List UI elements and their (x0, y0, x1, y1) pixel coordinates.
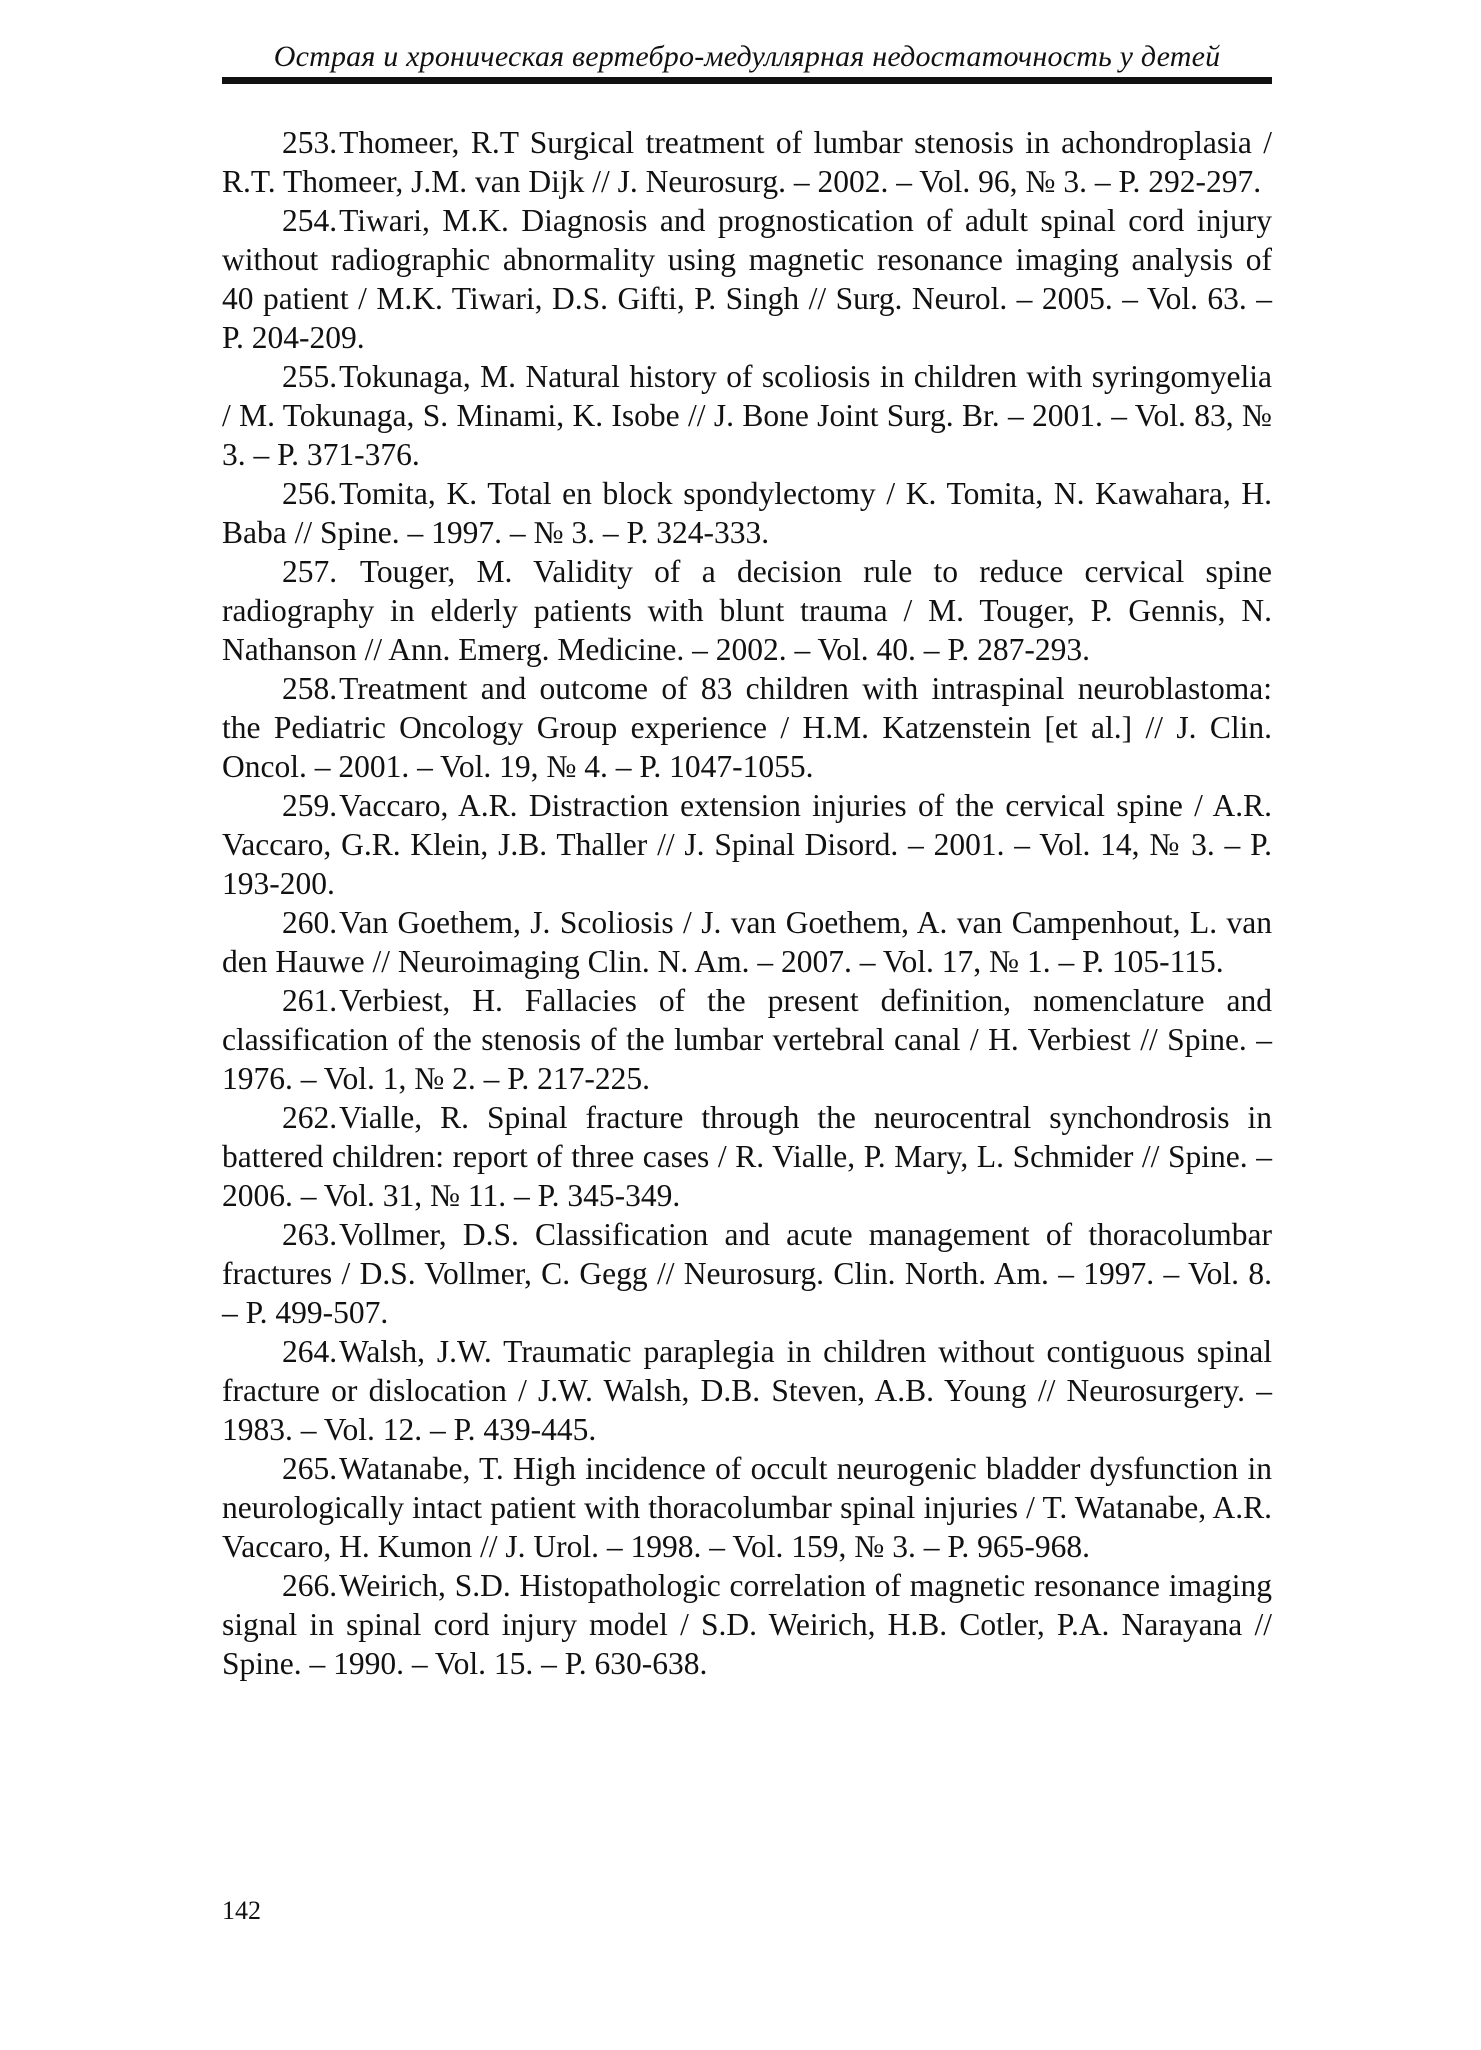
reference-number: 259. (282, 788, 338, 823)
reference-entry (222, 123, 1272, 201)
reference-number: 266. (282, 1568, 338, 1603)
reference-number: 265. (282, 1451, 338, 1486)
reference-entry (222, 552, 1272, 669)
reference-text: Tiwari, M.K. Diagnosis and prognostication of adult spinal cord injury without radiographic abnormality using magnetic resonance imaging analysis of 40 patient / M.K. Tiwari, D.S. Gifti, P. Singh // Surg. Neurol. – 2005. – Vol. 63. – P. 204-209. (222, 203, 1272, 355)
reference-number: 257. (282, 554, 338, 589)
reference-number: 255. (282, 359, 338, 394)
reference-text: Vaccaro, A.R. Distraction extension injuries of the cervical spine / A.R. Vaccaro, G.R. Klein, J.B. Thaller // J. Spinal Disord. – 2001. – Vol. 14, № 3. – P. 193-200. (222, 788, 1272, 901)
reference-entry (222, 981, 1272, 1098)
page-number: 142 (222, 1896, 261, 1925)
reference-text: Vollmer, D.S. Classification and acute management of thoracolumbar fractures / D.S. Vollmer, C. Gegg // Neurosurg. Clin. North. Am. – 1997. – Vol. 8. – P. 499-507. (222, 1217, 1272, 1330)
reference-entry (222, 903, 1272, 981)
reference-number: 253. (282, 125, 338, 160)
reference-entry (222, 786, 1272, 903)
reference-text: Tokunaga, M. Natural history of scoliosis in children with syringomyelia / M. Tokunaga, S. Minami, K. Isobe // J. Bone Joint Surg. Br. – 2001. – Vol. 83, № 3. – P. 371-376. (222, 359, 1272, 472)
reference-number: 254. (282, 203, 338, 238)
reference-entry (222, 201, 1272, 357)
reference-entry (222, 1449, 1272, 1566)
reference-text: Thomeer, R.T Surgical treatment of lumbar stenosis in achondroplasia / R.T. Thomeer, J.M. van Dijk // J. Neurosurg. – 2002. – Vol. 96, № 3. – P. 292-297. (222, 125, 1272, 199)
reference-text: Verbiest, H. Fallacies of the present definition, nomenclature and classification of the stenosis of the lumbar vertebral canal / H. Verbiest // Spine. – 1976. – Vol. 1, № 2. – P. 217-225. (222, 983, 1272, 1096)
reference-entry (222, 357, 1272, 474)
reference-text: Touger, M. Validity of a decision rule to reduce cervical spine radiography in elderly patients with blunt trauma / M. Touger, P. Gennis, N. Nathanson // Ann. Emerg. Medicine. – 2002. – Vol. 40. – P. 287-293. (222, 554, 1272, 667)
reference-entry (222, 1098, 1272, 1215)
reference-number: 261. (282, 983, 338, 1018)
reference-text: Van Goethem, J. Scoliosis / J. van Goethem, A. van Campenhout, L. van den Hauwe // Neuroimaging Clin. N. Am. – 2007. – Vol. 17, № 1. – P. 105-115. (222, 905, 1272, 979)
reference-text: Walsh, J.W. Traumatic paraplegia in children without contiguous spinal fracture or dislocation / J.W. Walsh, D.B. Steven, A.B. Young // Neurosurgery. – 1983. – Vol. 12. – P. 439-445. (222, 1334, 1272, 1447)
running-header (222, 40, 1272, 84)
running-header-title: Острая и хроническая вертебро-медуллярная недостаточность у детей (273, 40, 1221, 73)
reference-entry (222, 669, 1272, 786)
reference-number: 260. (282, 905, 338, 940)
reference-text: Vialle, R. Spinal fracture through the neurocentral synchondrosis in battered children: report of three cases / R. Vialle, P. Mary, L. Schmider // Spine. – 2006. – Vol. 31, № 11. – P. 345-349. (222, 1100, 1272, 1213)
reference-text: Tomita, K. Total en block spondylectomy / K. Tomita, N. Kawahara, H. Baba // Spine. – 1997. – № 3. – P. 324-333. (222, 476, 1272, 550)
reference-entry (222, 1332, 1272, 1449)
reference-entry (222, 1215, 1272, 1332)
reference-number: 258. (282, 671, 338, 706)
reference-text: Weirich, S.D. Histopathologic correlation of magnetic resonance imaging signal in spinal cord injury model / S.D. Weirich, H.B. Cotler, P.A. Narayana // Spine. – 1990. – Vol. 15. – P. 630-638. (222, 1568, 1272, 1681)
reference-list (222, 123, 1272, 1683)
reference-number: 263. (282, 1217, 338, 1252)
reference-number: 256. (282, 476, 338, 511)
reference-entry (222, 1566, 1272, 1683)
reference-text: Treatment and outcome of 83 children with intraspinal neuroblastoma: the Pediatric Oncology Group experience / H.M. Katzenstein [et al.] // J. Clin. Oncol. – 2001. – Vol. 19, № 4. – P. 1047-1055. (222, 671, 1272, 784)
reference-text: Watanabe, T. High incidence of occult neurogenic bladder dysfunction in neurologically intact patient with thoracolumbar spinal injuries / T. Watanabe, A.R. Vaccaro, H. Kumon // J. Urol. – 1998. – Vol. 159, № 3. – P. 965-968. (222, 1451, 1272, 1564)
reference-entry (222, 474, 1272, 552)
reference-number: 262. (282, 1100, 338, 1135)
reference-number: 264. (282, 1334, 338, 1369)
header-rule (222, 77, 1272, 84)
